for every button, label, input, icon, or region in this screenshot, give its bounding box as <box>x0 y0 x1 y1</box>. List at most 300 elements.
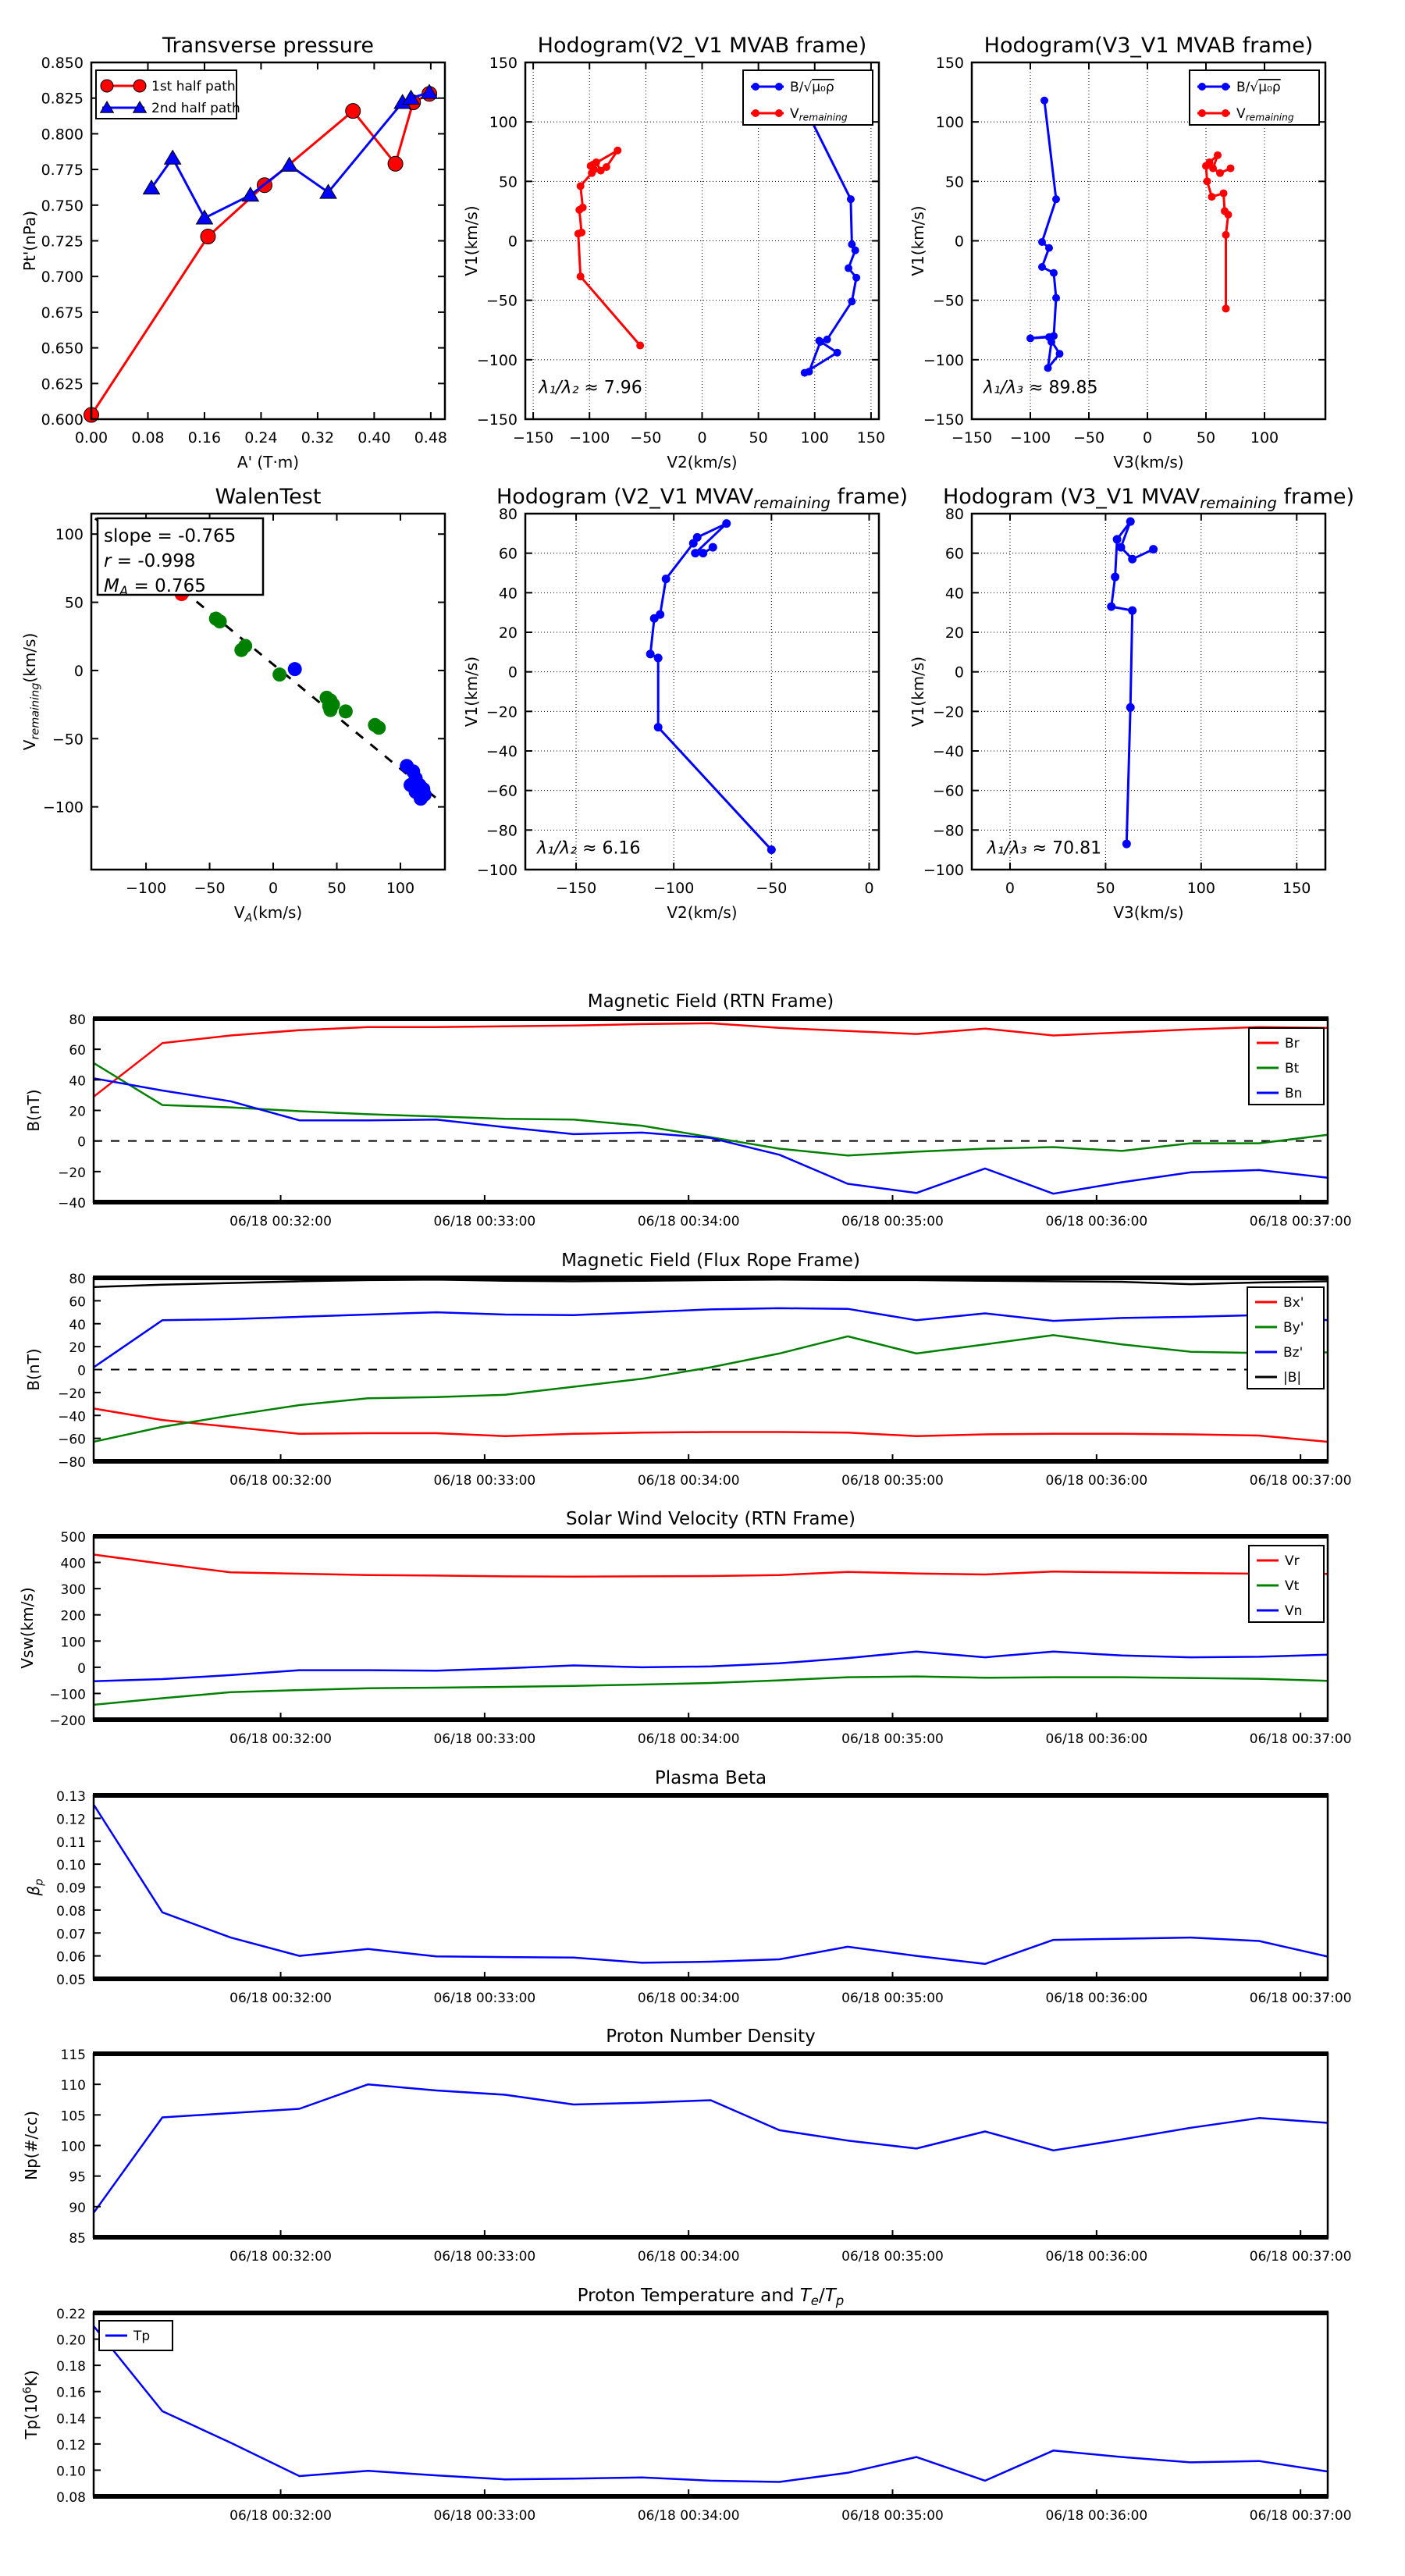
x-tick-label: 06/18 00:37:00 <box>1249 1731 1352 1747</box>
y-tick-label: 100 <box>60 2139 86 2155</box>
legend-label: By' <box>1283 1320 1304 1336</box>
x-axis-label: V2(km/s) <box>667 453 738 471</box>
series-v-remaining-mvav-path <box>646 519 776 854</box>
y-tick-label: 0.800 <box>41 126 84 144</box>
legend <box>1247 1287 1324 1389</box>
dot-marker <box>603 163 610 171</box>
x-tick-label: 06/18 00:32:00 <box>229 1214 332 1229</box>
y-tick-label: 80 <box>69 1272 86 1287</box>
x-tick-label: −50 <box>630 429 662 447</box>
dot-marker <box>1222 231 1230 239</box>
dot-marker <box>577 272 585 280</box>
y-tick-label: 40 <box>69 1317 86 1333</box>
series-Vt <box>94 1677 1328 1705</box>
y-tick-label: 0.850 <box>41 55 84 72</box>
y-axis-label: Pt'(nPa) <box>20 210 39 272</box>
x-tick-label: 06/18 00:32:00 <box>229 2249 332 2265</box>
legend-label: $V_{remaining}$ <box>1236 106 1294 123</box>
dot-marker <box>852 274 860 282</box>
v-remaining-mvav-path-line <box>1112 521 1154 844</box>
panel-title: Solar Wind Velocity (RTN Frame) <box>565 1509 856 1529</box>
Vr-line <box>94 1555 1328 1577</box>
dot-marker <box>722 519 731 528</box>
dot-marker <box>1221 207 1229 215</box>
x-tick-label: 0 <box>864 880 874 897</box>
dot-marker <box>848 297 855 305</box>
dot-marker <box>1050 269 1058 277</box>
x-tick-label: 06/18 00:32:00 <box>229 1473 332 1489</box>
y-tick-label: 150 <box>935 55 964 72</box>
y-tick-label: 40 <box>498 585 518 603</box>
series-alfven-speed-path <box>801 112 860 377</box>
panel-magnetic-field-rtn <box>24 991 1352 1229</box>
x-tick-label: 50 <box>1096 880 1115 897</box>
dot-marker <box>1026 334 1034 342</box>
dot-marker <box>816 338 824 346</box>
dot-marker <box>654 653 663 662</box>
x-tick-label: −50 <box>1072 429 1105 447</box>
y-tick-label: −80 <box>486 822 518 840</box>
x-tick-label: 0.08 <box>131 429 165 447</box>
dot-marker <box>806 368 813 375</box>
y-tick-label: 0.20 <box>56 2332 86 2349</box>
dot-marker <box>1044 364 1052 372</box>
triangle-marker <box>165 150 181 164</box>
y-tick-label: 0.775 <box>41 162 84 180</box>
dot-marker <box>1128 555 1136 564</box>
dot-marker <box>614 147 621 155</box>
y-tick-label: −100 <box>49 1687 86 1703</box>
y-tick-label: −50 <box>932 292 964 310</box>
y-tick-label: 0 <box>507 664 518 681</box>
legend <box>99 2321 173 2350</box>
y-axis-label: B(nT) <box>24 1348 43 1391</box>
y-tick-label: −60 <box>932 782 964 800</box>
dot-marker <box>372 720 386 735</box>
y-tick-label: 0 <box>77 1134 86 1151</box>
dot-marker <box>1204 177 1211 185</box>
dot-marker <box>1227 165 1235 173</box>
dot-marker <box>767 845 776 854</box>
x-tick-label: 06/18 00:36:00 <box>1045 2508 1148 2524</box>
y-tick-label: 85 <box>69 2231 86 2247</box>
dot-marker <box>339 704 353 718</box>
dot-marker <box>775 83 783 91</box>
axes-box <box>972 514 1325 870</box>
dot-marker <box>323 703 337 717</box>
y-tick-label: 105 <box>60 2108 86 2125</box>
x-tick-label: 06/18 00:33:00 <box>433 2249 536 2265</box>
annotation: λ₁/λ₃ ≈ 70.81 <box>987 838 1102 859</box>
dot-marker <box>646 649 655 658</box>
panel-plasma-beta <box>24 1768 1352 2006</box>
x-tick-label: 06/18 00:34:00 <box>637 2508 740 2524</box>
panel-walen-test <box>20 485 445 924</box>
legend <box>1249 1028 1324 1105</box>
panel-hodogram-v3v1-mvab <box>909 34 1325 471</box>
x-axis-label: A' (T·m) <box>237 453 300 471</box>
dot-marker <box>579 204 587 212</box>
x-tick-label: 06/18 00:34:00 <box>637 1731 740 1747</box>
x-tick-label: 06/18 00:36:00 <box>1045 1991 1148 2006</box>
dot-marker <box>1122 840 1131 849</box>
y-tick-label: 100 <box>55 526 84 544</box>
y-tick-label: −200 <box>49 1713 86 1729</box>
x-tick-label: 06/18 00:34:00 <box>637 1214 740 1229</box>
series-B-magnitude <box>94 1279 1328 1287</box>
y-tick-label: 0 <box>77 1660 86 1677</box>
By-prime-line <box>94 1335 1328 1442</box>
panel-hodogram-v3v1-mvav <box>909 485 1354 922</box>
dot-marker <box>1048 338 1055 346</box>
y-axis-label: Np(#/cc) <box>22 2111 41 2180</box>
y-tick-label: 0 <box>73 662 84 680</box>
y-tick-label: −20 <box>58 1386 86 1402</box>
y-tick-label: 0.10 <box>56 1858 86 1874</box>
x-tick-label: −100 <box>125 880 167 897</box>
info-box-line: $M_A = 0.765$ <box>104 576 206 600</box>
x-tick-label: −150 <box>513 429 554 447</box>
Bx-prime-line <box>94 1408 1328 1442</box>
dot-marker <box>1222 109 1229 117</box>
x-tick-label: 150 <box>856 429 886 447</box>
v-remaining-mvav-path-line <box>650 524 771 850</box>
legend-label: Bz' <box>1283 1345 1304 1361</box>
y-tick-label: 0.12 <box>56 2437 86 2453</box>
y-tick-label: 20 <box>498 624 518 642</box>
panel-title: Hodogram(V2_V1 MVAB frame) <box>537 34 867 58</box>
dot-marker <box>234 643 248 657</box>
x-tick-label: 06/18 00:34:00 <box>637 1991 740 2006</box>
x-tick-label: −100 <box>1009 429 1051 447</box>
panel-title: Plasma Beta <box>654 1768 767 1788</box>
y-tick-label: 0.12 <box>56 1812 86 1828</box>
y-tick-label: 50 <box>944 173 964 191</box>
x-tick-label: 06/18 00:32:00 <box>229 2508 332 2524</box>
y-tick-label: 80 <box>498 506 518 523</box>
series-Br <box>94 1023 1328 1097</box>
y-tick-label: 95 <box>69 2169 86 2186</box>
x-tick-label: 06/18 00:37:00 <box>1249 1473 1352 1489</box>
x-tick-label: 06/18 00:34:00 <box>637 2249 740 2265</box>
y-tick-label: 0.07 <box>56 1927 86 1943</box>
legend-label: |B| <box>1283 1370 1302 1386</box>
x-tick-label: 50 <box>749 429 768 447</box>
y-axis-label: $V_{remaining}(km/s)$ <box>20 632 42 751</box>
y-tick-label: 110 <box>60 2078 86 2094</box>
y-tick-label: 400 <box>60 1556 86 1572</box>
y-axis-label: V1(km/s) <box>909 656 927 728</box>
x-tick-label: 06/18 00:37:00 <box>1249 2508 1352 2524</box>
dot-marker <box>752 83 759 91</box>
y-axis-label: $\beta_p$ <box>24 1878 46 1896</box>
panel-title: Magnetic Field (Flux Rope Frame) <box>561 1251 860 1271</box>
y-tick-label: 0 <box>507 233 518 251</box>
panel-hodogram-v2v1-mvab <box>462 34 885 471</box>
dot-marker <box>662 575 670 583</box>
y-tick-label: 0 <box>77 1363 86 1379</box>
x-tick-label: 06/18 00:36:00 <box>1045 1473 1148 1489</box>
legend-label: B/√μ₀ρ <box>1236 80 1281 95</box>
panel-transverse-pressure <box>20 34 447 471</box>
y-tick-label: 0.725 <box>41 233 84 251</box>
y-tick-label: −60 <box>58 1432 86 1448</box>
x-tick-label: 06/18 00:35:00 <box>841 1731 944 1747</box>
y-tick-label: −40 <box>486 743 518 760</box>
circle-marker <box>101 80 113 92</box>
axes-box <box>94 2313 1328 2496</box>
y-tick-label: −80 <box>932 822 964 840</box>
dot-marker <box>1107 603 1115 611</box>
dot-marker <box>834 349 841 357</box>
series-beta-p <box>94 1805 1328 1964</box>
Bn-line <box>94 1078 1328 1194</box>
Tp-line <box>94 2326 1328 2482</box>
dot-marker <box>1149 545 1158 553</box>
dot-marker <box>418 788 432 802</box>
series-Tp <box>94 2326 1328 2482</box>
dot-marker <box>1222 83 1229 91</box>
dot-marker <box>578 229 585 237</box>
legend-label: Vt <box>1285 1578 1300 1594</box>
dot-marker <box>691 549 699 557</box>
v-remaining-path-line <box>578 151 640 346</box>
y-tick-label: −100 <box>476 862 518 879</box>
dot-marker <box>1216 169 1224 177</box>
first-half-path-line <box>91 94 429 415</box>
y-tick-label: −50 <box>52 731 84 749</box>
y-axis-label: V1(km/s) <box>909 205 927 276</box>
legend-label: Vn <box>1285 1603 1303 1619</box>
y-tick-label: 0.08 <box>56 1903 86 1920</box>
y-tick-label: 0.14 <box>56 2411 86 2428</box>
dot-marker <box>1038 263 1046 271</box>
y-tick-label: 20 <box>69 1340 86 1357</box>
panel-proton-number-density <box>22 2026 1352 2265</box>
series-v-remaining-mvav-path <box>1107 518 1158 849</box>
x-tick-label: 06/18 00:33:00 <box>433 1473 536 1489</box>
Br-line <box>94 1023 1328 1097</box>
x-tick-label: −50 <box>194 880 226 897</box>
panel-solar-wind-velocity <box>18 1509 1352 1747</box>
x-tick-label: −150 <box>951 429 993 447</box>
y-tick-label: 0.700 <box>41 269 84 286</box>
x-tick-label: −100 <box>569 429 610 447</box>
y-tick-label: 0 <box>954 664 964 681</box>
x-axis-label: V3(km/s) <box>1113 903 1184 922</box>
panel-proton-temperature <box>21 2286 1351 2524</box>
x-tick-label: 100 <box>800 429 829 447</box>
dot-marker <box>1128 607 1136 615</box>
y-axis-label: Vsw(km/s) <box>18 1587 37 1669</box>
series-Bx-prime <box>94 1408 1328 1442</box>
dot-marker <box>656 610 664 619</box>
dot-marker <box>213 614 227 628</box>
y-tick-label: 0.13 <box>56 1789 86 1805</box>
y-tick-label: 100 <box>60 1635 86 1651</box>
panel-title: Hodogram (V2_V1 $MVAV_{remaining}$ frame) <box>496 485 909 512</box>
circle-marker <box>346 104 361 119</box>
y-axis-label: B(nT) <box>24 1089 43 1132</box>
y-tick-label: 0.05 <box>56 1973 86 1988</box>
series-Bn <box>94 1078 1328 1194</box>
y-tick-label: −100 <box>923 862 964 879</box>
y-tick-label: −20 <box>932 703 964 721</box>
dot-marker <box>1113 535 1122 543</box>
dot-marker <box>1126 518 1135 526</box>
y-tick-label: 0 <box>954 233 964 251</box>
dot-marker <box>577 182 585 190</box>
y-tick-label: 50 <box>498 173 518 191</box>
axes-box <box>94 1536 1328 1720</box>
dot-marker <box>775 109 783 117</box>
y-tick-label: −50 <box>486 292 518 310</box>
panel-magnetic-field-flux-rope <box>24 1251 1352 1489</box>
x-tick-label: 06/18 00:33:00 <box>433 2508 536 2524</box>
dot-marker <box>845 265 852 272</box>
panel-title: Proton Temperature and $T_e/T_p$ <box>577 2286 845 2309</box>
y-tick-label: 20 <box>69 1104 86 1120</box>
dot-marker <box>1056 350 1064 358</box>
circle-marker <box>201 229 215 244</box>
series-first-half-path <box>84 87 437 422</box>
x-tick-label: 06/18 00:35:00 <box>841 1473 944 1489</box>
y-tick-label: 500 <box>60 1530 86 1546</box>
x-tick-label: 06/18 00:33:00 <box>433 1731 536 1747</box>
x-tick-label: 150 <box>1282 880 1311 897</box>
B-magnitude-line <box>94 1279 1328 1287</box>
x-tick-label: 06/18 00:37:00 <box>1249 1214 1352 1229</box>
x-tick-label: 100 <box>1186 880 1215 897</box>
y-tick-label: 60 <box>69 1043 86 1059</box>
panel-title: Hodogram(V3_V1 MVAB frame) <box>984 34 1314 58</box>
y-tick-label: 300 <box>60 1582 86 1599</box>
alfven-speed-path-line <box>1030 101 1060 368</box>
panel-title: Hodogram (V3_V1 $MVAV_{remaining}$ frame) <box>942 485 1355 512</box>
y-tick-label: −100 <box>42 799 84 817</box>
dot-marker <box>1214 151 1222 159</box>
dot-marker <box>1111 573 1119 582</box>
y-tick-label: 115 <box>60 2048 86 2063</box>
x-tick-label: 06/18 00:33:00 <box>433 1991 536 2006</box>
dot-marker <box>1220 190 1228 197</box>
legend-label: $V_{remaining}$ <box>790 106 848 123</box>
x-tick-label: 06/18 00:32:00 <box>229 1991 332 2006</box>
circle-marker <box>133 80 146 92</box>
axes-box <box>525 514 879 870</box>
x-tick-label: 0.16 <box>187 429 222 447</box>
y-axis-label: V1(km/s) <box>462 656 481 728</box>
Bz-prime-line <box>94 1308 1328 1368</box>
legend-label: Bt <box>1285 1061 1300 1076</box>
y-tick-label: 0.11 <box>56 1834 86 1851</box>
y-tick-label: 150 <box>489 55 518 72</box>
info-box-line: r = -0.998 <box>104 551 196 571</box>
y-tick-label: 60 <box>69 1294 86 1311</box>
dot-marker <box>1198 109 1206 117</box>
series-v-remaining-path <box>574 147 644 350</box>
y-tick-label: 20 <box>944 624 964 642</box>
x-tick-label: 0.48 <box>414 429 448 447</box>
legend-label: Tp <box>133 2329 151 2344</box>
triangle-marker <box>144 180 160 194</box>
dot-marker <box>636 342 644 350</box>
y-tick-label: −100 <box>476 351 518 369</box>
legend <box>743 70 873 125</box>
y-axis-label: $Tp(10^6K)$ <box>21 2370 41 2439</box>
y-tick-label: 0.16 <box>56 2385 86 2401</box>
dot-marker <box>1040 97 1048 105</box>
x-axis-label: V3(km/s) <box>1113 453 1184 471</box>
y-tick-label: 0.625 <box>41 375 84 393</box>
dot-marker <box>1198 83 1206 91</box>
x-tick-label: 06/18 00:37:00 <box>1249 1991 1352 2006</box>
legend-label: Bx' <box>1283 1295 1304 1311</box>
x-tick-label: 06/18 00:34:00 <box>637 1473 740 1489</box>
x-tick-label: 100 <box>386 880 415 897</box>
series-alfven-speed-path <box>1026 97 1064 372</box>
series-By-prime <box>94 1335 1328 1442</box>
dot-marker <box>823 336 831 343</box>
y-tick-label: 0.06 <box>56 1949 86 1966</box>
y-tick-label: 80 <box>944 506 964 523</box>
x-tick-label: −50 <box>756 880 788 897</box>
dot-marker <box>589 161 597 169</box>
y-axis-label: V1(km/s) <box>462 205 481 276</box>
legend-label: 2nd half path <box>151 101 240 116</box>
x-axis-label: $V_A(km/s)$ <box>233 903 303 925</box>
x-tick-label: 0 <box>697 429 707 447</box>
y-tick-label: 0.22 <box>56 2307 86 2322</box>
legend-label: Br <box>1285 1036 1300 1051</box>
y-tick-label: 80 <box>69 1012 86 1028</box>
y-tick-label: −20 <box>58 1165 86 1181</box>
x-tick-label: 06/18 00:35:00 <box>841 2249 944 2265</box>
dot-marker <box>847 195 855 203</box>
y-tick-label: 60 <box>944 545 964 563</box>
panel-title: WalenTest <box>215 485 322 509</box>
y-tick-label: 0.675 <box>41 304 84 322</box>
panel-hodogram-v2v1-mvav <box>462 485 908 922</box>
y-tick-label: −40 <box>932 743 964 760</box>
x-tick-label: 0.00 <box>74 429 108 447</box>
dot-marker <box>1045 244 1053 252</box>
y-tick-label: −40 <box>58 1196 86 1212</box>
dot-marker <box>1208 193 1216 201</box>
dot-marker <box>709 543 717 552</box>
x-tick-label: 06/18 00:32:00 <box>229 1731 332 1747</box>
y-tick-label: −60 <box>486 782 518 800</box>
x-tick-label: −150 <box>555 880 597 897</box>
y-tick-label: 0.10 <box>56 2464 86 2480</box>
legend <box>96 70 240 119</box>
series-v-remaining-path <box>1202 151 1235 313</box>
legend-label: B/√μ₀ρ <box>790 80 834 95</box>
circle-marker <box>388 156 403 171</box>
y-tick-label: 200 <box>60 1608 86 1624</box>
panel-title: Proton Number Density <box>606 2026 816 2047</box>
y-tick-label: 40 <box>944 585 964 603</box>
series-Np <box>94 2084 1328 2213</box>
y-tick-label: −40 <box>58 1409 86 1425</box>
dot-marker <box>693 533 702 542</box>
dot-marker <box>1209 165 1217 173</box>
dot-marker <box>654 723 663 731</box>
y-tick-label: 100 <box>489 114 518 132</box>
dot-marker <box>852 247 859 254</box>
y-tick-label: 0.600 <box>41 411 84 429</box>
dot-marker <box>752 109 759 117</box>
